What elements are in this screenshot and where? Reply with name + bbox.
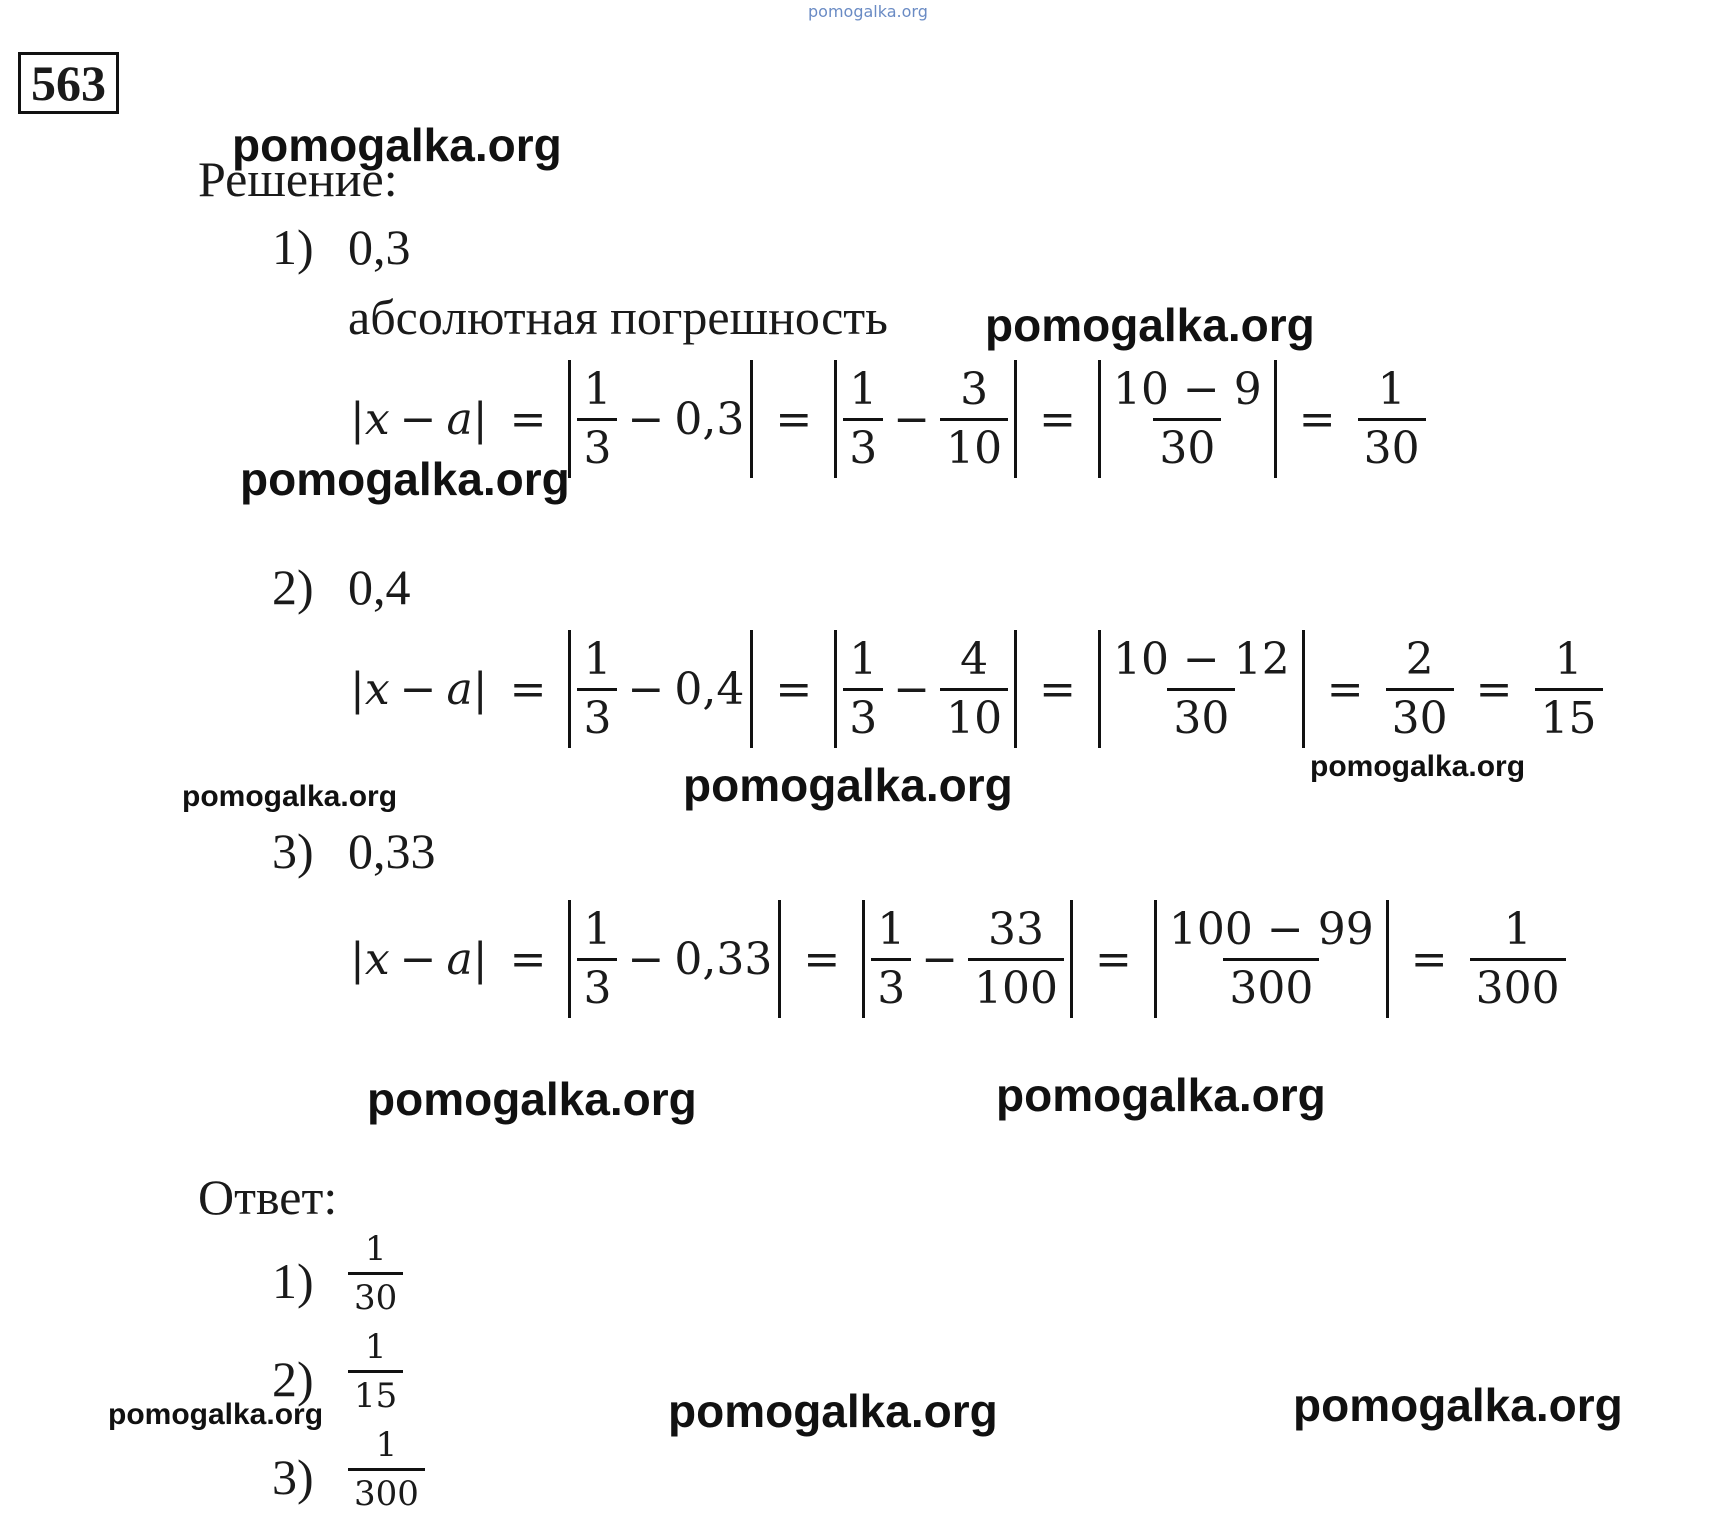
watermark: pomogalka.org bbox=[683, 759, 1013, 811]
item-1-equation: |x − a| = $\frac{1}{3}$ − 0,3 = $\frac{1}{3}$ − $\frac{3}{10}$ = $\frac{10 - 9}{30}$ = $\frac{1}{30}$ bbox=[350, 360, 1426, 478]
decimal: 0,3 bbox=[674, 393, 745, 445]
fraction: $\frac{3}{10}$ bbox=[940, 368, 1008, 471]
item-3-value: 0,33 bbox=[348, 823, 436, 879]
watermark: pomogalka.org bbox=[182, 780, 398, 813]
lhs: |x − a| bbox=[350, 663, 488, 715]
watermark: pomogalka.org bbox=[240, 453, 570, 505]
item-1-note: абсолютная погрешность bbox=[348, 289, 888, 345]
lhs: |x − a| bbox=[350, 393, 488, 445]
watermark: pomogalka.org bbox=[232, 119, 562, 171]
answer-2-label: 2) bbox=[272, 1351, 314, 1407]
item-1-label: 1) bbox=[272, 219, 314, 275]
answer-1-label: 1) bbox=[272, 1253, 314, 1309]
answer-1-fraction: $\frac{1}{30}$ bbox=[348, 1232, 403, 1315]
watermark: pomogalka.org bbox=[985, 299, 1315, 351]
solution-label: Решение: bbox=[198, 151, 398, 207]
watermark: pomogalka.org bbox=[367, 1073, 697, 1125]
item-2-equation: |x − a| = $\frac{1}{3}$ − 0,4 = $\frac{1}{3}$ − $\frac{4}{10}$ = $\frac{10 - 12}{30}$ = $\frac{2}{30}$ = $\frac{1}{15}$ bbox=[350, 630, 1603, 748]
watermark: pomogalka.org bbox=[668, 1385, 998, 1437]
answer-3-fraction: $\frac{1}{300}$ bbox=[348, 1428, 425, 1511]
item-3-equation: |x − a| = $\frac{1}{3}$ − 0,33 = $\frac{1}{3}$ − $\frac{33}{100}$ = $\frac{100 - 99}{300}$ = $\frac{1}{300}$ bbox=[350, 900, 1566, 1018]
watermark: pomogalka.org bbox=[108, 1398, 324, 1431]
watermark: pomogalka.org bbox=[1310, 750, 1526, 783]
answer-2-fraction: $\frac{1}{15}$ bbox=[348, 1330, 403, 1413]
result-fraction: $\frac{1}{30}$ bbox=[1358, 368, 1426, 471]
abs-group-1: $\frac{1}{3}$ − 0,3 bbox=[568, 360, 753, 478]
answer-3-label: 3) bbox=[272, 1449, 314, 1505]
watermark: pomogalka.org bbox=[996, 1069, 1326, 1121]
lhs: |x − a| bbox=[350, 933, 488, 985]
item-2-label: 2) bbox=[272, 559, 314, 615]
abs-group-3: $\frac{10 - 9}{30}$ bbox=[1098, 360, 1277, 478]
item-2-value: 0,4 bbox=[348, 559, 411, 615]
top-watermark: pomogalka.org bbox=[808, 2, 928, 21]
fraction-one-third: $\frac{1}{3}$ bbox=[577, 368, 617, 471]
item-3-label: 3) bbox=[272, 823, 314, 879]
answer-label: Ответ: bbox=[198, 1169, 338, 1225]
watermark: pomogalka.org bbox=[1293, 1379, 1623, 1431]
abs-group-2: $\frac{1}{3}$ − $\frac{3}{10}$ bbox=[834, 360, 1017, 478]
equals: = bbox=[509, 393, 547, 445]
problem-number: 563 bbox=[18, 52, 119, 114]
item-1-value: 0,3 bbox=[348, 219, 411, 275]
